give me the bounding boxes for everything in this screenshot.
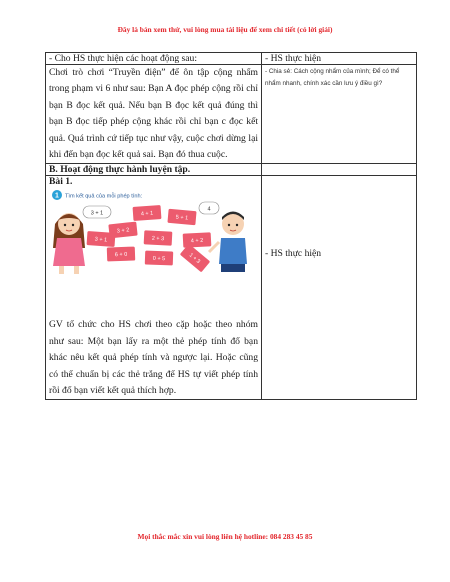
exercise-row [46, 176, 417, 400]
section-b-empty [262, 164, 417, 176]
game-instructions: Chơi trò chơi “Truyền điện” để ôn tập cộng nhẩm trong phạm vi 6 như sau: Bạn A đọc phép cộng rồi chỉ bạn B đọc kết quả. Nếu bạn B đọc kết quả đúng thì bạn B đọc tiếp phép cộng khác rồi chỉ bạn c đọc kết quả. Quá trình cứ tiếp tục như vậy, cuộc chơi dừng lại khi đến bạn đọc kết quả sai. Bạn đó thua cuộc. [49, 67, 258, 161]
card-label: 4 + 1 [140, 211, 154, 218]
section-b-title: B. Hoạt động thực hành luyện tập. [46, 164, 262, 176]
exercise-title: Bài 1. [49, 176, 73, 188]
preview-notice: Đây là bản xem thử, vui lòng mua tài liệu để xem chi tiết (có lời giải) [117, 25, 333, 34]
share-note: - Chia sẻ: Cách cộng nhẩm của mình; Để có thể nhẩm nhanh, chính xác cần lưu ý điều gì? [265, 68, 400, 87]
game-note-cell [262, 65, 417, 164]
boy-speech-bubble: 4 [207, 206, 211, 213]
badge-number: 1 [55, 192, 59, 200]
game-row [46, 65, 417, 164]
card-label: 3 + 1 [94, 237, 108, 244]
section-b-row [46, 164, 417, 176]
table-header-row [46, 53, 417, 65]
teacher-activity-header: - Cho HS thực hiện các hoạt động sau: [46, 53, 262, 65]
student-activity-header: - HS thực hiện [262, 53, 417, 65]
card-label: 2 + 3 [151, 236, 165, 243]
girl-figure [53, 213, 85, 274]
exercise-instructions: GV tổ chức cho HS chơi theo cặp hoặc theo nhóm như sau: Một bạn lấy ra một thẻ phép tính đố bạn khác nêu kết quả phép tính và ngược lại. Hoặc cũng có thể chuẩn bị các thẻ trắng để HS tự viết phép tính rồi đố bạn viết kết quả thích hợp. [49, 319, 258, 397]
exercise-illustration [49, 190, 255, 308]
hotline-footer: Mọi thắc mắc xin vui lòng liên hệ hotline: 084 283 45 85 [137, 532, 313, 541]
exercise-right-cell [262, 176, 417, 400]
card-label: 3 + 2 [116, 227, 130, 236]
girl-speech-bubble: 3 + 1 [90, 210, 104, 217]
card-label: 0 + 5 [152, 256, 166, 263]
card-label: 1 + 3 [187, 252, 202, 266]
game-cell [46, 65, 262, 164]
card-label: 4 + 2 [190, 238, 204, 245]
exercise-cell [46, 176, 262, 400]
lesson-table [45, 52, 417, 400]
boy-figure [209, 212, 247, 273]
card-label: 6 + 0 [114, 252, 128, 259]
student-response: - HS thực hiện [265, 248, 322, 260]
card-label: 5 + 1 [175, 214, 189, 222]
illustration-instruction: Tìm kết quả của mỗi phép tính: [65, 193, 143, 200]
